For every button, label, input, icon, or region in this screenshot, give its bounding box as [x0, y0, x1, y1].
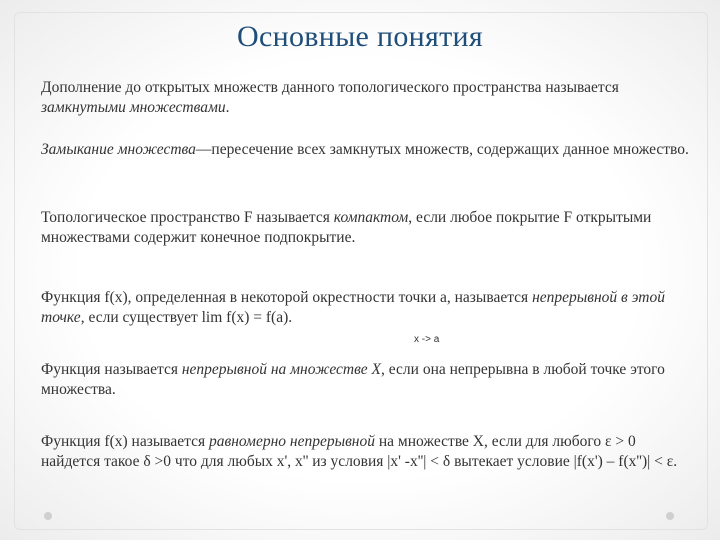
definition-text: Функция называется: [41, 361, 182, 378]
term-closed-sets: замкнутыми множествами: [41, 99, 226, 116]
definition-text: —пересечение всех замкнутых множеств, содержащих данное множество.: [195, 141, 689, 158]
term-continuous-at-point: непрерывной в этой точке: [41, 289, 665, 326]
definition-text-end: , если любое покрытие F открытыми множествами содержит конечное подпокрытие.: [41, 209, 652, 246]
definition-continuity-at-point: [41, 288, 691, 328]
definition-text-end: на множестве X, если для любого ε > 0 найдется такое δ >0 что для любых x', x'' из условия |x' -x''| < δ вытекает условие |f(x') – f(x'')| < ε.: [41, 433, 678, 470]
term-uniformly-continuous: равномерно непрерывной: [208, 433, 375, 450]
term-closure: Замыкание множества: [41, 141, 196, 158]
definition-text-end: .: [225, 99, 230, 116]
definition-text: Топологическое пространство F называется: [41, 209, 334, 226]
corner-dot-icon: [44, 512, 52, 520]
definition-text: Функция f(x), определенная в некоторой окрестности точки a, называется: [41, 289, 533, 306]
definition-closed-sets: [41, 78, 691, 118]
slide-title: Основные понятия: [237, 20, 483, 53]
definition-text-end: , если она непрерывна в любой точке этого множества.: [41, 361, 665, 398]
definition-uniform-continuity: [41, 432, 691, 472]
definition-text-end: , если существует lim f(x) = f(a).: [80, 309, 293, 326]
definition-compact: [41, 208, 691, 248]
term-continuous-on-set: непрерывной на множестве X: [181, 361, 382, 378]
corner-dot-icon: [666, 512, 674, 520]
term-compact: компактом: [333, 209, 409, 226]
limit-subscript: x -> a: [414, 334, 440, 345]
definition-closure: [41, 140, 691, 160]
definition-text: Функция f(x) называется: [41, 433, 209, 450]
definition-continuity-on-set: [41, 360, 691, 400]
definition-text: Дополнение до открытых множеств данного топологического пространства называется: [41, 79, 619, 96]
